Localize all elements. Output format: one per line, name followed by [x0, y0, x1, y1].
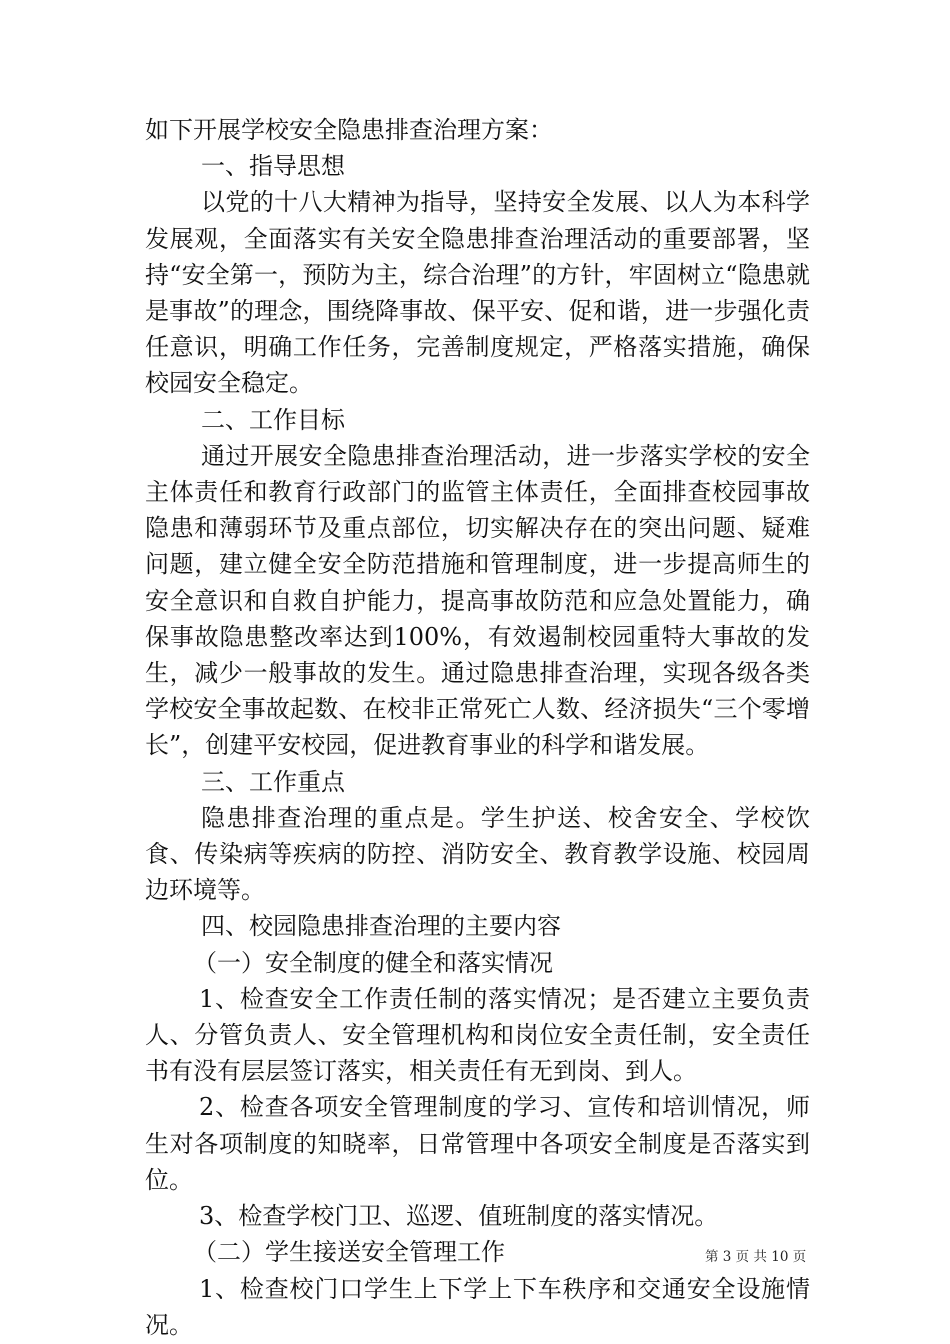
- document-body: [145, 112, 810, 1343]
- list-item-1-2: 2、检查各项安全管理制度的学习、宣传和培训情况，师生对各项制度的知晓率，日常管理中各项安全制度是否落实到位。: [145, 1093, 810, 1194]
- list-item-2-1: 1、检查校门口学生上下学上下车秩序和交通安全设施情况。: [145, 1274, 810, 1339]
- paragraph-work-focus: 隐患排查治理的重点是。学生护送、校舍安全、学校饮食、传染病等疾病的防控、消防安全、教育教学设施、校园周边环境等。: [145, 803, 810, 905]
- section-heading-4: 四、校园隐患排查治理的主要内容: [201, 912, 561, 941]
- subsection-heading-2: （二）学生接送安全管理工作: [193, 1238, 505, 1267]
- intro-line: 如下开展学校安全隐患排查治理方案：: [145, 116, 553, 144]
- list-item-1-1: 1、检查安全工作责任制的落实情况；是否建立主要负责人、分管负责人、安全管理机构和岗位安全责任制，安全责任书有没有层层签订落实，相关责任有无到岗、到人。: [145, 984, 810, 1086]
- list-item-1-3: 3、检查学校门卫、巡逻、值班制度的落实情况。: [199, 1202, 719, 1231]
- paragraph-guiding-ideology: 以党的十八大精神为指导，坚持安全发展、以人为本科学发展观，全面落实有关安全隐患排查治理活动的重要部署，坚持“安全第一，预防为主，综合治理”的方针，牢固树立“隐患就是事故”的理念，围绕降事故、保平安、促和谐，进一步强化责任意识，明确工作任务，完善制度规定，严格落实措施，确保校园安全稳定。: [145, 188, 810, 398]
- subsection-heading-1: （一）安全制度的健全和落实情况: [193, 948, 553, 977]
- section-heading-3: 三、工作重点: [201, 767, 345, 796]
- section-heading-2: 二、工作目标: [201, 405, 345, 434]
- page-number-footer: 第 3 页 共 10 页: [705, 1249, 807, 1265]
- section-heading-1: 一、指导思想: [201, 152, 345, 181]
- paragraph-work-goals: 通过开展安全隐患排查治理活动，进一步落实学校的安全主体责任和教育行政部门的监管主体责任，全面排查校园事故隐患和薄弱环节及重点部位，切实解决存在的突出问题、疑难问题，建立健全安全防范措施和管理制度，进一步提高师生的安全意识和自救自护能力，提高事故防范和应急处置能力，确保事故隐患整改率达到100%，有效遏制校园重特大事故的发生，减少一般事故的发生。通过隐患排查治理，实现各级各类学校安全事故起数、在校非正常死亡人数、经济损失“三个零增长”，创建平安校园，促进教育事业的科学和谐发展。: [145, 441, 810, 760]
